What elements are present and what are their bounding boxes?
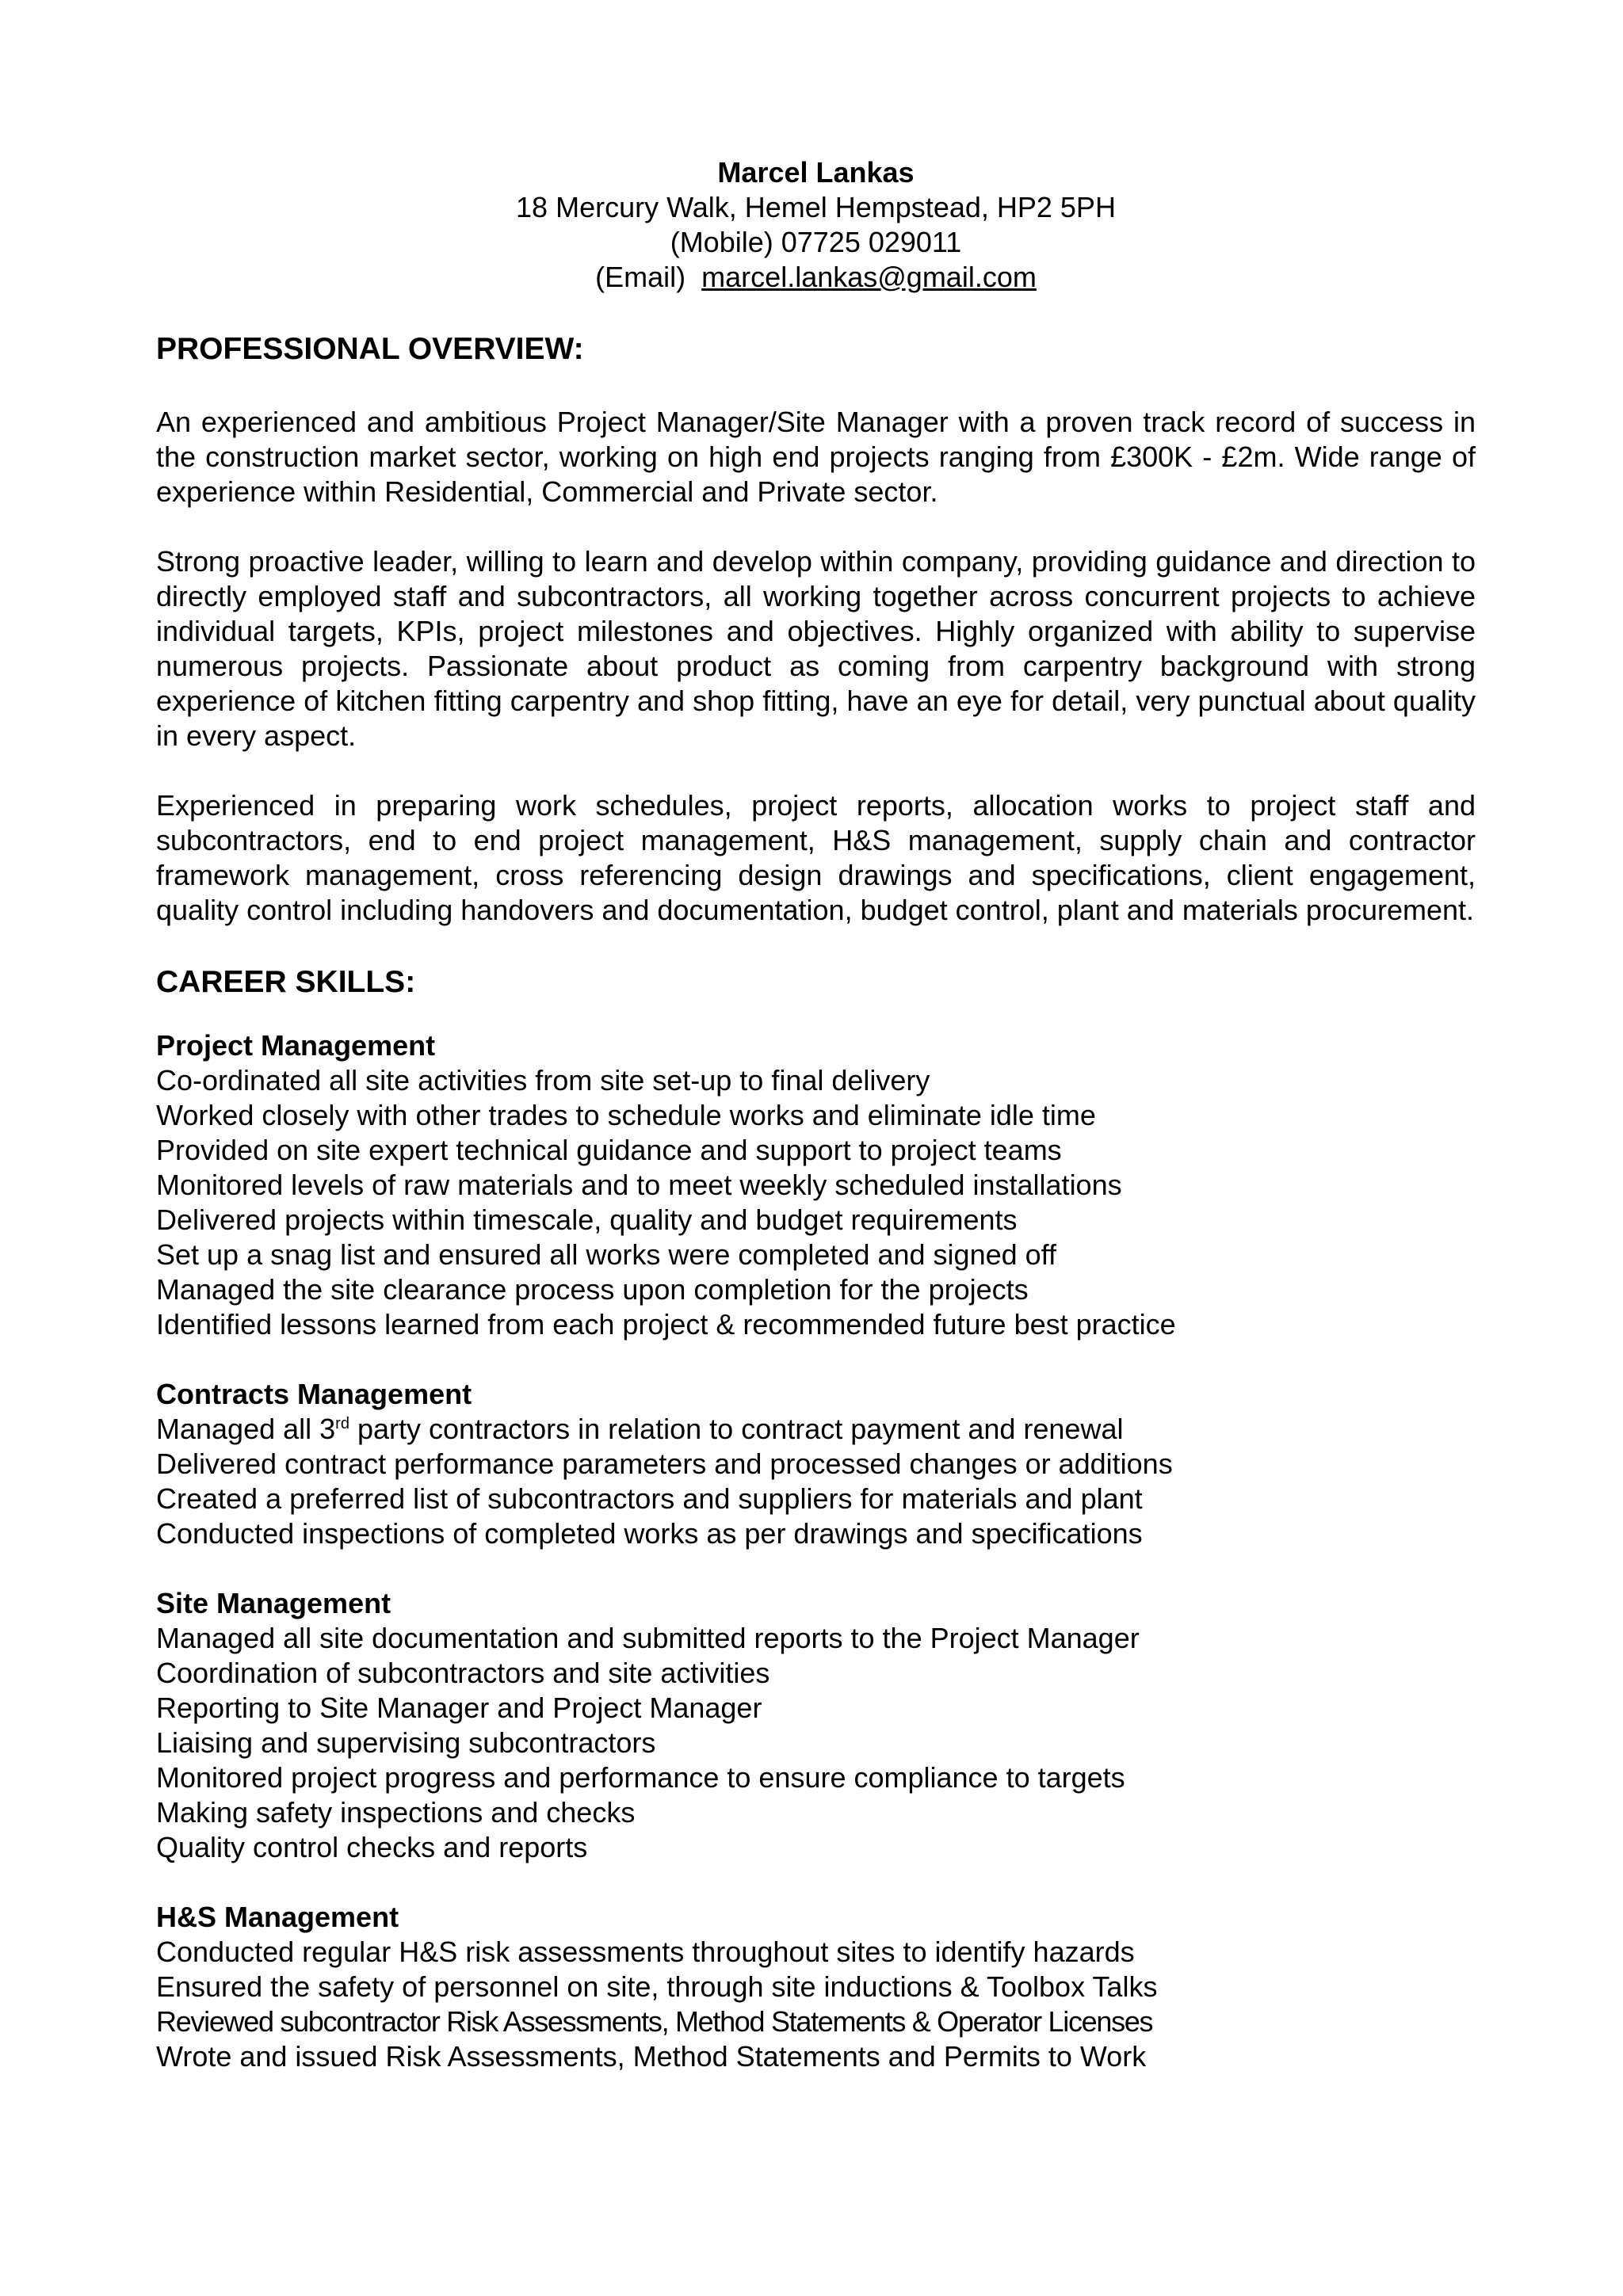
contracts-management-skills bbox=[156, 1377, 1476, 1551]
email-line bbox=[156, 260, 1476, 295]
list-item: Coordination of subcontractors and site activities bbox=[156, 1657, 770, 1689]
skill-group-title: Project Management bbox=[156, 1029, 436, 1062]
cv-page bbox=[156, 155, 1476, 2074]
list-item bbox=[156, 1412, 1476, 1447]
list-item: Delivered projects within timescale, quality and budget requirements bbox=[156, 1203, 1018, 1236]
list-item: Set up a snag list and ensured all works were completed and signed off bbox=[156, 1238, 1057, 1271]
list-item: Conducted regular H&S risk assessments throughout sites to identify hazards bbox=[156, 1936, 1135, 1968]
list-item: Created a preferred list of subcontractors and suppliers for materials and plant bbox=[156, 1482, 1143, 1515]
list-item: Provided on site expert technical guidance and support to project teams bbox=[156, 1134, 1062, 1166]
list-item: Managed all site documentation and submitted reports to the Project Manager bbox=[156, 1622, 1140, 1654]
overview-paragraph-2: Strong proactive leader, willing to learn and develop within company, providing guidance and direction to directly employed staff and subcontractors, all working together across concurrent projects to achieve individual targets, KPIs, project milestones and objectives. Highly organized with ability to supervise numerous projects. Passionate about product as coming from carpentry background with strong experience of kitchen fitting carpentry and shop fitting, have an eye for detail, very punctual about quality in every aspect. bbox=[156, 545, 1476, 752]
project-management-skills bbox=[156, 1028, 1476, 1342]
list-item-text: Managed all 3 bbox=[156, 1413, 336, 1445]
email-link[interactable]: marcel.lankas@gmail.com bbox=[701, 261, 1037, 293]
mobile-number: (Mobile) 07725 029011 bbox=[670, 226, 962, 258]
email-label: (Email) bbox=[595, 261, 686, 293]
hs-management-skills bbox=[156, 1900, 1476, 2074]
list-item: Monitored project progress and performance to ensure compliance to targets bbox=[156, 1761, 1125, 1794]
list-item: Liaising and supervising subcontractors bbox=[156, 1726, 656, 1759]
address: 18 Mercury Walk, Hemel Hempstead, HP2 5PH bbox=[516, 191, 1116, 223]
list-item: Worked closely with other trades to schedule works and eliminate idle time bbox=[156, 1099, 1096, 1131]
list-item: Reporting to Site Manager and Project Manager bbox=[156, 1691, 762, 1724]
list-item: Delivered contract performance parameters and processed changes or additions bbox=[156, 1447, 1173, 1480]
skill-group-title: H&S Management bbox=[156, 1901, 399, 1933]
contact-header bbox=[156, 155, 1476, 295]
skill-group-title: Contracts Management bbox=[156, 1378, 472, 1410]
site-management-skills bbox=[156, 1586, 1476, 1865]
list-item: Ensured the safety of personnel on site, through site inductions & Toolbox Talks bbox=[156, 1970, 1158, 2003]
list-item: Conducted inspections of completed works as per drawings and specifications bbox=[156, 1517, 1143, 1550]
list-item: Monitored levels of raw materials and to meet weekly scheduled installations bbox=[156, 1169, 1122, 1201]
list-item: Quality control checks and reports bbox=[156, 1831, 588, 1863]
overview-paragraph-1: An experienced and ambitious Project Manager/Site Manager with a proven track record of success in the construction market sector, working on high end projects ranging from £300K - £2m. Wide range of experience within Residential, Commercial and Private sector. bbox=[156, 406, 1476, 508]
list-item: Making safety inspections and checks bbox=[156, 1796, 636, 1829]
list-item: Managed the site clearance process upon completion for the projects bbox=[156, 1273, 1029, 1306]
skills-heading: CAREER SKILLS: bbox=[156, 965, 416, 999]
list-item: Identified lessons learned from each project & recommended future best practice bbox=[156, 1308, 1176, 1341]
overview-heading: PROFESSIONAL OVERVIEW: bbox=[156, 332, 584, 366]
candidate-name: Marcel Lankas bbox=[717, 156, 915, 189]
list-item: Wrote and issued Risk Assessments, Method Statements and Permits to Work bbox=[156, 2040, 1147, 2073]
skill-group-title: Site Management bbox=[156, 1587, 391, 1619]
ordinal-suffix: rd bbox=[335, 1415, 349, 1432]
list-item: Reviewed subcontractor Risk Assessments, Method Statements & Operator Licenses bbox=[156, 2005, 1153, 2038]
list-item-text: party contractors in relation to contract payment and renewal bbox=[349, 1413, 1124, 1445]
list-item: Co-ordinated all site activities from site set-up to final delivery bbox=[156, 1064, 930, 1097]
overview-paragraph-3: Experienced in preparing work schedules, project reports, allocation works to project staff and subcontractors, end to end project management, H&S management, supply chain and contractor framework management, cross referencing design drawings and specifications, client engagement, quality control including handovers and documentation, budget control, plant and materials procurement. bbox=[156, 789, 1476, 926]
